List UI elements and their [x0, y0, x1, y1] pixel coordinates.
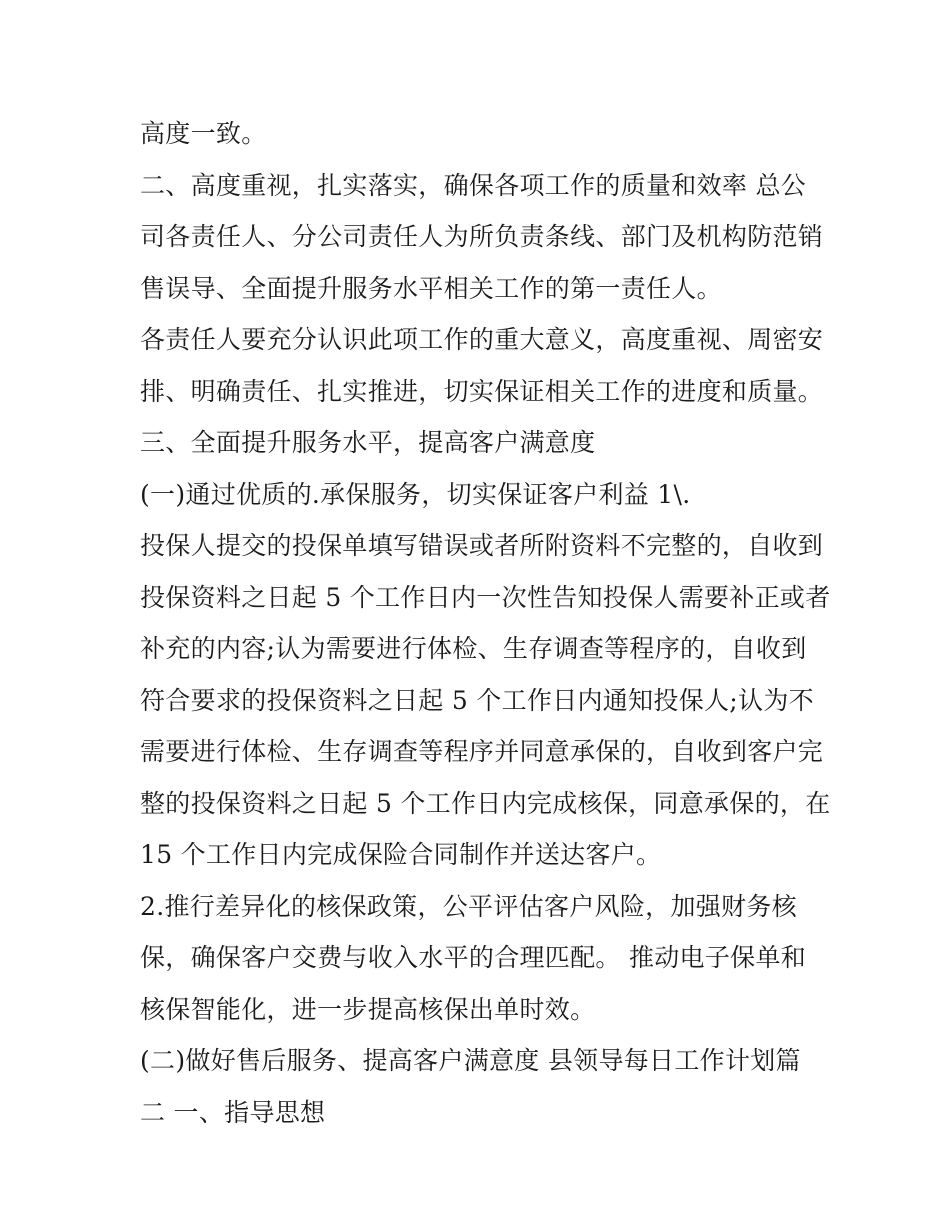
text-line: 高度一致。: [140, 119, 267, 148]
section-heading-3: 三、全面提升服务水平，提高客户满意度: [140, 428, 596, 457]
text-line: 2.推行差异化的核保政策，公平评估客户风险，加强财务核: [140, 891, 797, 921]
text-line: 司各责任人、分公司责任人为所负责条线、部门及机构防范销: [140, 222, 824, 251]
text-line: 投保人提交的投保单填写错误或者所附资料不完整的，自收到: [140, 531, 824, 560]
text-line: 15 个工作日内完成保险合同制作并送达客户。: [140, 840, 662, 869]
text-line: 补充的内容;认为需要进行体检、生存调查等程序的，自收到: [140, 634, 807, 663]
text-line: 整的投保资料之日起 5 个工作日内完成核保，同意承保的，在: [140, 788, 831, 818]
section-heading-2: 二、高度重视，扎实落实，确保各项工作的质量和效率 总公: [140, 170, 807, 200]
text-line: 核保智能化，进一步提高核保出单时效。: [140, 994, 596, 1024]
subsection-heading-2: (二)做好售后服务、提高客户满意度 县领导每日工作计划篇: [140, 1046, 801, 1075]
text-line: 排、明确责任、扎实推进，切实保证相关工作的进度和质量。: [140, 376, 824, 406]
subsection-heading-1: (一)通过优质的.承保服务，切实保证客户利益 1\.: [140, 479, 691, 509]
text-line: 投保资料之日起 5 个工作日内一次性告知投保人需要补正或者: [140, 582, 831, 612]
document-body: [140, 108, 830, 1138]
text-line: 各责任人要充分认识此项工作的重大意义，高度重视、周密安: [140, 325, 824, 354]
text-line: 二 一、指导思想: [140, 1097, 326, 1127]
text-line: 符合要求的投保资料之日起 5 个工作日内通知投保人;认为不: [140, 685, 814, 715]
text-line: 需要进行体检、生存调查等程序并同意承保的，自收到客户完: [140, 737, 824, 766]
text-line: 售误导、全面提升服务水平相关工作的第一责任人。: [140, 273, 722, 303]
text-line: 保，确保客户交费与收入水平的合理匹配。 推动电子保单和: [140, 943, 807, 972]
